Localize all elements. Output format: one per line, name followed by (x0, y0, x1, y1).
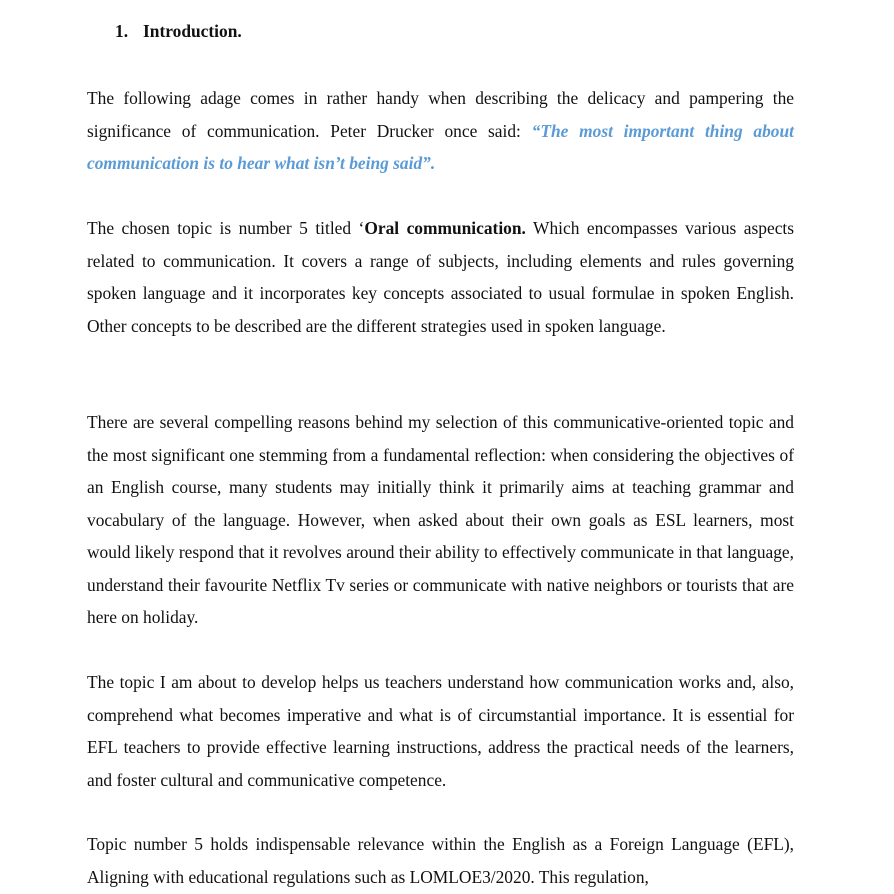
paragraph-text: The following adage comes in rather handy when describing the delicacy and pampering the significance of communication. Peter Drucker once said: (87, 88, 794, 141)
section-heading (115, 21, 242, 42)
paragraph-text: The chosen topic is number 5 titled ‘ (87, 218, 365, 238)
topic-title: Oral communication. (364, 218, 526, 238)
section-number: 1. (115, 21, 129, 41)
paragraph-reasons: There are several compelling reasons behind my selection of this communicative-oriented topic and the most significant one stemming from a fundamental reflection: when considering the objectives of an English course, many students may initially think it primarily aims at teaching grammar and vocabulary of the language. However, when asked about their own goals as ESL learners, most would likely respond that it revolves around their ability to effectively communicate in that language, understand their favourite Netflix Tv series or communicate with native neighbors or tourists that are here on holiday. (87, 412, 794, 627)
paragraph-text: Which encompasses various aspects related to communication. It covers a range of subjects, including elements and rules governing spoken language and it incorporates key concepts associated to usual formulae in spoken English. Other concepts to be described are the different strategies used in spoken language. (87, 218, 795, 336)
paragraph-chosen-topic (87, 212, 794, 342)
paragraph-teachers: The topic I am about to develop helps us teachers understand how communication works and, also, comprehend what becomes imperative and what is of circumstantial importance. It is essential for EFL teachers to provide effective learning instructions, address the practical needs of the learners, and foster cultural and communicative competence. (87, 672, 794, 790)
paragraph-adage (87, 82, 794, 180)
section-title: Introduction. (143, 21, 242, 41)
drucker-quote: “The most important thing about communication is to hear what isn’t being said”. (87, 120, 794, 173)
paragraph-relevance: Topic number 5 holds indispensable relevance within the English as a Foreign Language (EFL), Aligning with educational regulations such as LOMLOE3/2020. This regulation, (87, 834, 794, 887)
